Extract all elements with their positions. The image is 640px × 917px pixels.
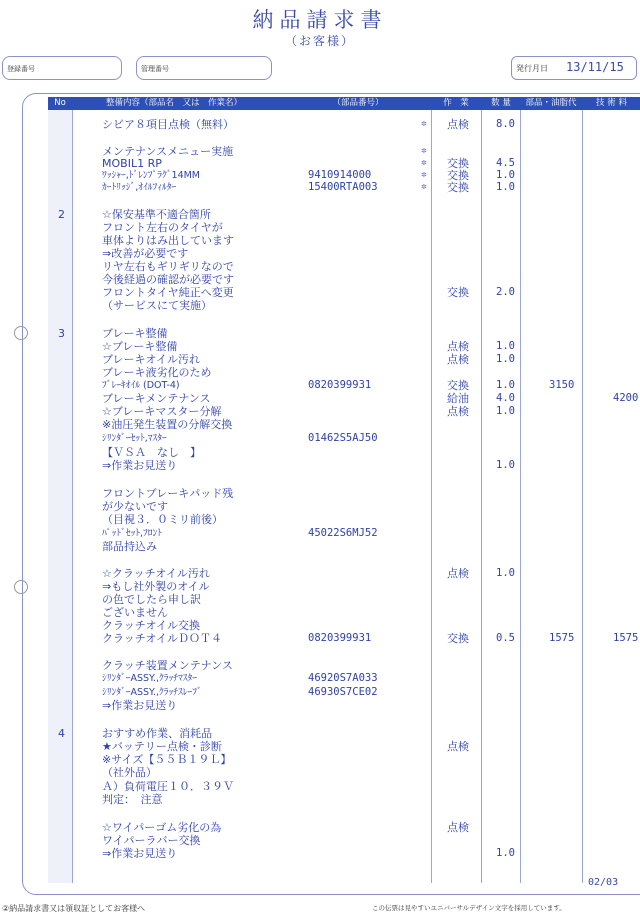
row-marker-icon: ✲ — [421, 159, 427, 167]
row-parts-cost: 3150 — [549, 379, 575, 391]
row-part-number: 0820399931 — [308, 632, 372, 644]
row-description: （サービスにて実施） — [102, 299, 212, 312]
row-description: ⇒もし社外製のオイル — [102, 580, 210, 593]
column-divider — [481, 110, 482, 883]
page-number: 02/03 — [588, 877, 619, 888]
row-work-type: 交換 — [447, 379, 469, 392]
row-description: ワイパーラバー交換 — [102, 834, 201, 847]
col-header-part-no: （部品番号） — [332, 98, 384, 108]
row-work-type: 点検 — [447, 118, 469, 131]
row-work-type: 点検 — [447, 340, 469, 353]
row-description: ﾌﾞﾚｰｷｵｲﾙ (DOT-4) — [102, 380, 180, 391]
row-work-type: 交換 — [447, 157, 469, 170]
management-number-label: 管理番号 — [141, 65, 169, 73]
row-description: リヤ左右もギリギリなので — [102, 260, 234, 273]
row-description: クラッチオイルＤＯＴ４ — [102, 632, 223, 645]
column-divider — [520, 110, 521, 883]
row-description: 【ＶＳＡ なし 】 — [102, 446, 201, 459]
row-description: シビア８項目点検（無料） — [102, 118, 234, 131]
document-subtitle: （お客様） — [284, 34, 355, 48]
row-quantity: 1.0 — [496, 459, 515, 471]
row-tech-fee: 1575 — [613, 632, 639, 644]
row-description: フロント左右のタイヤが — [102, 221, 223, 234]
row-work-type: 点検 — [447, 567, 469, 580]
row-quantity: 1.0 — [496, 181, 515, 193]
row-description: ブレーキ液劣化のため — [102, 366, 212, 379]
row-quantity: 1.0 — [496, 405, 515, 417]
row-work-type: 点検 — [447, 740, 469, 753]
row-description: 今後経過の確認が必要です — [102, 273, 234, 286]
row-description: メンテナンスメニュー実施 — [102, 145, 234, 158]
row-description: ｼﾘﾝﾀﾞｰｾｯﾄ,ﾏｽﾀｰ — [102, 433, 167, 444]
row-quantity: 2.0 — [496, 286, 515, 298]
row-description: ブレーキメンテナンス — [102, 392, 211, 405]
row-part-number: 0820399931 — [308, 379, 372, 391]
row-description: ございません — [102, 606, 168, 619]
row-description: ※サイズ【５５Ｂ１９Ｌ】 — [102, 753, 232, 766]
row-quantity: 1.0 — [496, 847, 515, 859]
row-description: クラッチ装置メンテナンス — [102, 659, 233, 672]
row-description: ★バッテリー点検・診断 — [102, 740, 222, 753]
row-number: 3 — [58, 327, 65, 340]
row-quantity: 0.5 — [496, 632, 515, 644]
document-title: 納品請求書 — [252, 8, 388, 32]
footer-note-left: ②納品請求書又は領収証としてお客様へ — [2, 904, 146, 913]
row-marker-icon: ✲ — [421, 171, 427, 179]
row-description: ブレーキ整備 — [102, 327, 168, 340]
row-description: （目視３．０ミリ前後） — [102, 513, 223, 526]
row-quantity: 4.5 — [496, 157, 515, 169]
row-description: ブレーキオイル汚れ — [102, 353, 201, 366]
row-description: が少ないです — [102, 500, 168, 513]
row-description: クラッチオイル交換 — [102, 619, 201, 632]
row-description: の色でしたら申し訳 — [102, 593, 201, 606]
row-part-number: 46930S7CE02 — [308, 686, 378, 698]
row-parts-cost: 1575 — [549, 632, 575, 644]
row-part-number: 01462S5AJ50 — [308, 432, 378, 444]
column-divider — [582, 110, 583, 883]
issue-date-value: 13/11/15 — [566, 60, 624, 74]
row-description: （社外品） — [102, 766, 157, 779]
row-part-number: 46920S7A033 — [308, 672, 378, 684]
row-description: おすすめ作業、消耗品 — [102, 727, 213, 740]
col-header-qty: 数 量 — [491, 98, 511, 108]
row-description: ☆ブレーキ整備 — [102, 340, 178, 353]
row-quantity: 4.0 — [496, 392, 515, 404]
col-header-tech-fee: 技 術 料 — [596, 98, 627, 108]
row-description: 部品持込み — [102, 540, 157, 553]
col-header-work: 作 業 — [443, 98, 469, 108]
issue-date-label: 発行月日 — [516, 64, 548, 73]
row-quantity: 1.0 — [496, 169, 515, 181]
row-description: ☆クラッチオイル汚れ — [102, 567, 210, 580]
row-description: Ａ）負荷電圧１０．３９Ｖ — [102, 780, 234, 793]
binder-hole — [14, 580, 28, 594]
row-part-number: 15400RTA003 — [308, 181, 378, 193]
row-work-type: 交換 — [447, 181, 469, 194]
row-work-type: 点検 — [447, 821, 469, 834]
row-quantity: 1.0 — [496, 353, 515, 365]
row-work-type: 交換 — [447, 169, 469, 182]
row-part-number: 45022S6MJ52 — [308, 527, 378, 539]
row-work-type: 点検 — [447, 405, 469, 418]
row-description: ☆ワイパーゴム劣化の為 — [102, 821, 222, 834]
table-header — [48, 97, 640, 110]
row-description: フロントタイヤ純正へ変更 — [102, 286, 234, 299]
col-header-no: No — [54, 98, 66, 108]
row-work-type: 給油 — [447, 392, 469, 405]
col-header-content: 整備内容（部品名 又は 作業名） — [105, 98, 242, 108]
row-part-number: 9410914000 — [308, 169, 372, 181]
row-marker-icon: ✲ — [421, 120, 427, 128]
col-header-parts-cost: 部品・油脂代 — [525, 98, 577, 108]
registration-number-label: 登録番号 — [7, 65, 35, 73]
row-marker-icon: ✲ — [421, 147, 427, 155]
row-description: ⇒作業お見送り — [102, 847, 178, 860]
row-description: ☆保安基準不適合箇所 — [102, 208, 211, 221]
row-description: 判定： 注意 — [102, 793, 163, 806]
registration-number-field[interactable] — [2, 56, 122, 80]
row-description: ﾊﾟｯﾄﾞｾｯﾄ,ﾌﾛﾝﾄ — [102, 528, 163, 539]
row-work-type: 点検 — [447, 353, 469, 366]
column-divider — [431, 110, 432, 883]
row-work-type: 交換 — [447, 286, 469, 299]
row-description: ｶｰﾄﾘｯｼﾞ,ｵｲﾙﾌｨﾙﾀｰ — [102, 182, 177, 193]
row-quantity: 1.0 — [496, 379, 515, 391]
row-description: ☆ブレーキマスター分解 — [102, 405, 222, 418]
row-marker-icon: ✲ — [421, 183, 427, 191]
row-description: ※油圧発生装置の分解交換 — [102, 418, 233, 431]
row-number: 2 — [58, 208, 65, 221]
number-column-band — [48, 110, 72, 883]
binder-hole — [14, 326, 28, 340]
row-description: ⇒作業お見送り — [102, 699, 178, 712]
row-description: ｼﾘﾝﾀﾞｰASSY.,ｸﾗｯﾁｽﾚｰﾌﾞ — [102, 687, 202, 698]
row-description: MOBIL1 RP — [102, 157, 162, 170]
row-number: 4 — [58, 727, 65, 740]
row-tech-fee: 4200 — [613, 392, 639, 404]
row-description: ｼﾘﾝﾀﾞｰASSY.,ｸﾗｯﾁﾏｽﾀｰ — [102, 673, 197, 684]
row-quantity: 1.0 — [496, 567, 515, 579]
footer-note-right: この伝票は見やすいユニバーサルデザイン文字を採用しています。 — [372, 904, 566, 912]
row-description: 車体よりはみ出しています — [102, 234, 234, 247]
column-divider — [72, 110, 73, 883]
issue-date-field — [511, 56, 637, 80]
row-description: ﾜｯｼｬｰ,ﾄﾞﾚﾝﾌﾟﾗｸﾞ14MM — [102, 170, 201, 181]
row-description: ⇒改善が必要です — [102, 247, 189, 260]
row-description: ⇒作業お見送り — [102, 459, 178, 472]
row-quantity: 1.0 — [496, 340, 515, 352]
row-work-type: 交換 — [447, 632, 469, 645]
row-quantity: 8.0 — [496, 118, 515, 130]
row-description: フロントブレーキパッド残 — [102, 487, 234, 500]
management-number-field[interactable] — [136, 56, 272, 80]
